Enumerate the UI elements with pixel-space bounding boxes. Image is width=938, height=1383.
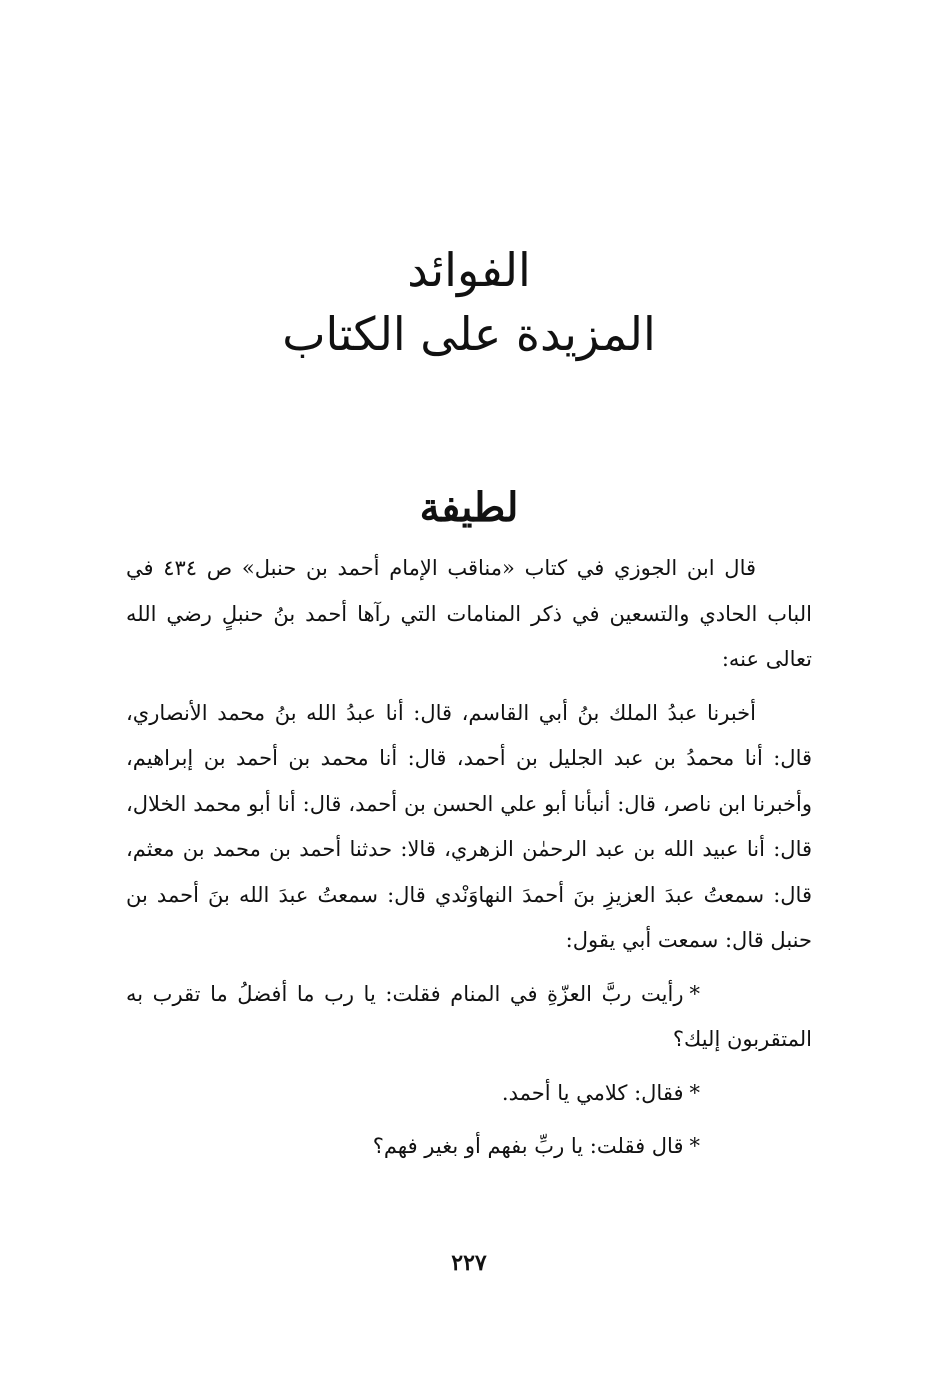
asterisk-icon: * bbox=[689, 1080, 700, 1105]
bullet-text: فقال: كلامي يا أحمد. bbox=[501, 1080, 684, 1105]
body-text bbox=[126, 546, 812, 1170]
title-line-2: المزيدة على الكتاب bbox=[282, 307, 656, 361]
title-block bbox=[0, 238, 938, 366]
section-heading: لطيفة bbox=[419, 484, 519, 531]
title-line-1: الفوائد bbox=[407, 243, 531, 297]
page-number: ٢٢٧ bbox=[451, 1250, 487, 1276]
asterisk-icon: * bbox=[689, 981, 700, 1006]
bullet-item-3 bbox=[126, 1124, 812, 1170]
bullet-item-1 bbox=[126, 972, 812, 1063]
bullet-text: قال فقلت: يا ربِّ بفهم أو بغير فهم؟ bbox=[372, 1134, 684, 1158]
asterisk-icon: * bbox=[689, 1134, 700, 1158]
bullet-text: رأيت ربَّ العزّةِ في المنام فقلت: يا رب ما أفضلُ ما تقرب به المتقربون إليك؟ bbox=[126, 981, 812, 1051]
bullet-item-2 bbox=[126, 1071, 812, 1117]
isnad-paragraph: أخبرنا عبدُ الملك بنُ أبي القاسم، قال: أنا عبدُ الله بنُ محمد الأنصاري، قال: أنا محمدُ بن عبد الجليل بن أحمد، قال: أنا محمد بن أحمد بن إبراهيم، وأخبرنا ابن ناصر، قال: أنبأنا أبو علي الحسن بن أحمد، قال: أنا أبو محمد الخلال، قال: أنا عبيد الله بن عبد الرحمٰن الزهري، قالا: حدثنا أحمد بن محمد بن معثم، قال: سمعتُ عبدَ العزيزِ بنَ أحمدَ النهاوَنْدي قال: سمعتُ عبدَ الله بنَ أحمد بن حنبل قال: سمعت أبي يقول: bbox=[126, 700, 812, 952]
intro-paragraph: قال ابن الجوزي في كتاب «مناقب الإمام أحمد بن حنبل» ص ٤٣٤ في الباب الحادي والتسعين في ذكر المنامات التي رآها أحمد بنُ حنبلٍ رضي الله تعالى عنه: bbox=[126, 556, 812, 671]
